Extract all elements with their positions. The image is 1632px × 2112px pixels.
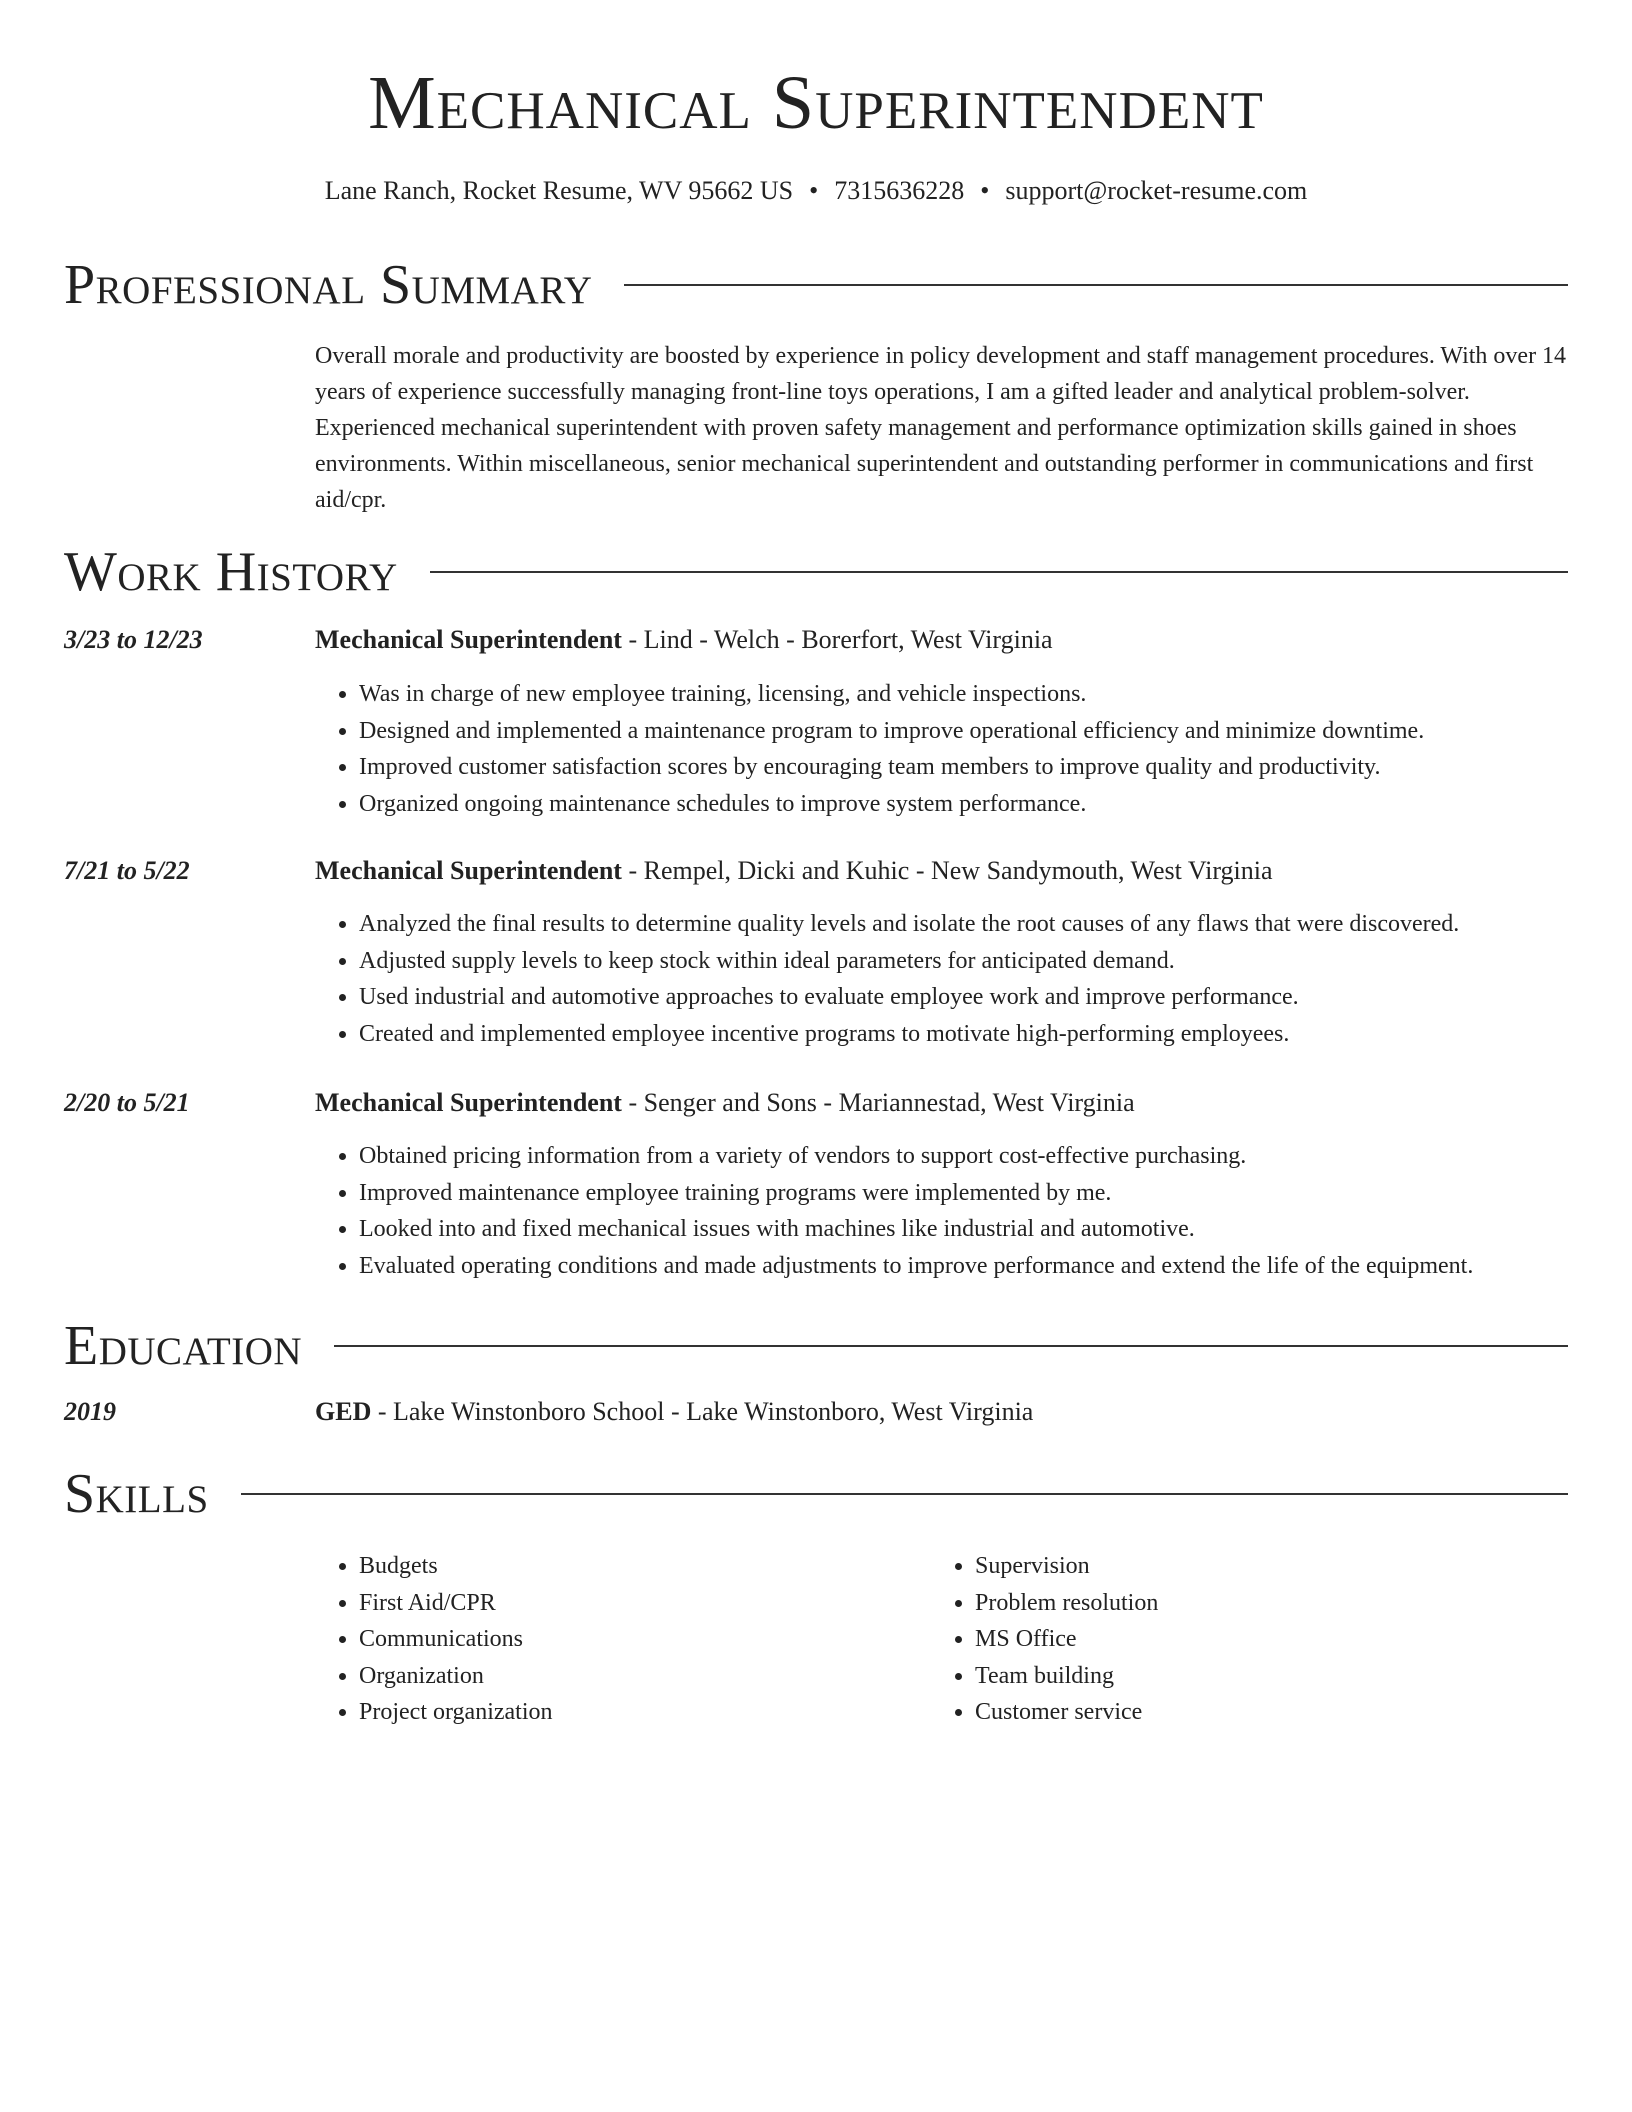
section-title-skills: Skills bbox=[64, 1463, 209, 1525]
job-heading bbox=[315, 1087, 1135, 1119]
list-item: • Designed and implemented a maintenance program to improve operational efficiency and minimize downtime. bbox=[359, 713, 1568, 750]
list-item: • Looked into and fixed mechanical issues with machines like industrial and automotive. bbox=[359, 1211, 1568, 1248]
skill-item: • MS Office bbox=[975, 1621, 1475, 1658]
section-divider bbox=[241, 1493, 1568, 1495]
job-details: - Lind - Welch - Borerfort, West Virginia bbox=[621, 625, 1053, 654]
skill-item: • Customer service bbox=[975, 1694, 1475, 1731]
education-year: 2019 bbox=[64, 1397, 116, 1426]
skill-item: • Communications bbox=[359, 1621, 859, 1658]
summary-text: Overall morale and productivity are boosted by experience in policy development and staff management procedures. With over 14 years of experience successfully managing front-line toys operations, I am a gifted leader and analytical problem-solver. Experienced mechanical superintendent with proven safety management and performance optimization skills gained in shoes environments. Within miscellaneous, senior mechanical superintendent and outstanding performer in communications and first aid/cpr. bbox=[315, 343, 1567, 513]
skill-item: • Organization bbox=[359, 1658, 859, 1695]
contact-line bbox=[64, 175, 1568, 207]
job-role: Mechanical Superintendent bbox=[315, 856, 622, 885]
job-details: - Rempel, Dicki and Kuhic - New Sandymouth, West Virginia bbox=[621, 856, 1273, 885]
job-details: - Senger and Sons - Mariannestad, West Virginia bbox=[621, 1088, 1135, 1117]
contact-separator: • bbox=[980, 176, 990, 205]
list-item: • Adjusted supply levels to keep stock within ideal parameters for anticipated demand. bbox=[359, 943, 1568, 980]
list-item: • Created and implemented employee incentive programs to motivate high-performing employees. bbox=[359, 1016, 1568, 1053]
list-item: • Used industrial and automotive approaches to evaluate employee work and improve performance. bbox=[359, 979, 1568, 1016]
job-heading bbox=[315, 855, 1273, 887]
skill-item: • Problem resolution bbox=[975, 1585, 1475, 1622]
skill-item: • Budgets bbox=[359, 1548, 859, 1585]
list-item: • Improved maintenance employee training programs were implemented by me. bbox=[359, 1175, 1568, 1212]
job-dates: 7/21 to 5/22 bbox=[64, 856, 190, 885]
resume-name: Mechanical Superintendent bbox=[368, 61, 1264, 145]
education-details: - Lake Winstonboro School - Lake Winstonboro, West Virginia bbox=[371, 1397, 1034, 1426]
job-role: Mechanical Superintendent bbox=[315, 625, 622, 654]
job-bullets bbox=[315, 676, 1568, 822]
job-heading bbox=[315, 624, 1053, 656]
list-item: • Analyzed the final results to determine quality levels and isolate the root causes of any flaws that were discovered. bbox=[359, 906, 1568, 943]
section-title-summary: Professional Summary bbox=[64, 254, 593, 316]
skills-list-right bbox=[931, 1548, 1475, 1731]
education-degree: GED bbox=[315, 1397, 372, 1426]
section-title-education: Education bbox=[64, 1315, 303, 1377]
job-role: Mechanical Superintendent bbox=[315, 1088, 622, 1117]
list-item: • Was in charge of new employee training, licensing, and vehicle inspections. bbox=[359, 676, 1568, 713]
summary-section-header bbox=[64, 250, 1568, 320]
list-item: • Organized ongoing maintenance schedules to improve system performance. bbox=[359, 786, 1568, 823]
section-divider bbox=[624, 284, 1568, 286]
list-item: • Obtained pricing information from a variety of vendors to support cost-effective purchasing. bbox=[359, 1138, 1568, 1175]
list-item: • Evaluated operating conditions and made adjustments to improve performance and extend the life of the equipment. bbox=[359, 1248, 1568, 1285]
job-bullets bbox=[315, 1138, 1568, 1284]
skill-item: • Supervision bbox=[975, 1548, 1475, 1585]
skill-item: • Team building bbox=[975, 1658, 1475, 1695]
section-title-work: Work History bbox=[64, 541, 398, 603]
work-section-header bbox=[64, 537, 1568, 607]
contact-phone: 7315636228 bbox=[834, 176, 965, 205]
skill-item: • Project organization bbox=[359, 1694, 859, 1731]
contact-email: support@rocket-resume.com bbox=[1005, 176, 1308, 205]
skills-list-left bbox=[315, 1548, 859, 1731]
job-dates: 3/23 to 12/23 bbox=[64, 625, 203, 654]
section-divider bbox=[334, 1345, 1568, 1347]
section-divider bbox=[430, 571, 1568, 573]
list-item: • Improved customer satisfaction scores by encouraging team members to improve quality and productivity. bbox=[359, 749, 1568, 786]
contact-address: Lane Ranch, Rocket Resume, WV 95662 US bbox=[324, 176, 794, 205]
job-dates: 2/20 to 5/21 bbox=[64, 1088, 190, 1117]
job-bullets bbox=[315, 906, 1568, 1052]
education-heading bbox=[315, 1396, 1033, 1428]
skills-section-header bbox=[64, 1459, 1568, 1529]
skill-item: • First Aid/CPR bbox=[359, 1585, 859, 1622]
contact-separator: • bbox=[809, 176, 819, 205]
education-section-header bbox=[64, 1311, 1568, 1381]
